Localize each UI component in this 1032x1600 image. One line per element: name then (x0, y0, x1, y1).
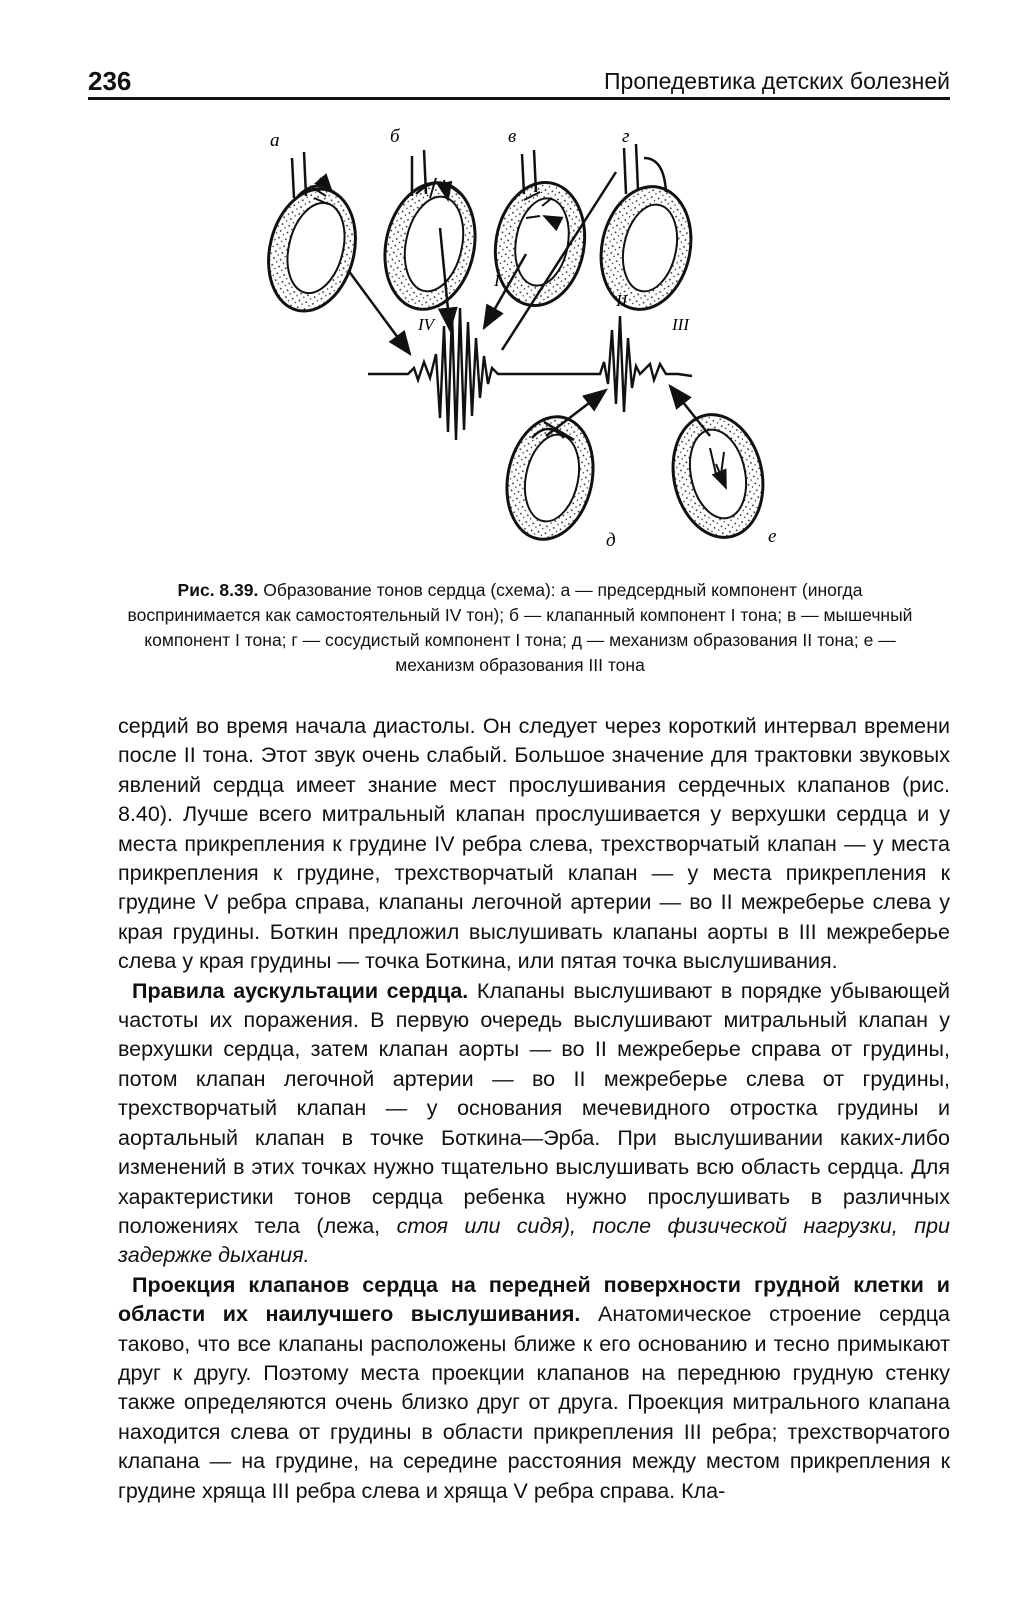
tone-label-iii: III (672, 315, 689, 334)
paragraph-2-text: Клапаны выслушивают в порядке убывающей частоты их поражения. В первую очередь выслушивают митральный клапан у верхушки сердца, затем клапан аорты — во II межреберье справа от грудины, потом клапан легочной артерии — во II межреберье слева от грудины, трехстворчатый клапан — у основания мечевидного отростка грудины и аортальный клапан в точке Боткина—Эрба. При выслушивании каких-либо изменений в этих точках нужно тщательно выслушивать всю область сердца. Для характеристики тонов сердца ребенка нужно прослушивать в различных положениях тела (лежа, (118, 978, 950, 1238)
label-v: в (508, 126, 517, 147)
label-e: е (768, 526, 777, 547)
heart-sounds-diagram (240, 118, 800, 568)
caption-lead: Рис. 8.39. (177, 580, 259, 600)
paragraph-1: сердий во время начала диастолы. Он следует через короткий интервал времени после II тона. Этот звук очень слабый. Большое значение для трактовки звуковых явлений сердца имеет знание мест прослушивания сердечных клапанов (рис. 8.40). Лучше всего митральный клапан прослушивается у верхушки сердца и у места прикрепления к грудине IV ребра слева, трехстворчатый клапан — у места прикрепления к грудине, трехстворчатый клапан — у места прикрепления к грудине V ребра справа, клапаны легочной артерии — во II межреберье слева у края грудины. Боткин предложил выслушивать клапаны аорты в III межреберье слева у края грудины — точка Боткина, или пятая точка выслушивания. (118, 714, 950, 974)
section-heading-valve-projection: Проекция клапанов сердца на передней поверхности грудной клетки и области их наилучшего выслушивания. (118, 1272, 950, 1327)
phonocardiogram-trace (368, 308, 692, 440)
figure-caption (120, 578, 920, 678)
heart-diagram-e (662, 406, 777, 547)
paragraph-3-text: Анатомическое строение сердца таково, что все клапаны расположены ближе к его основанию и тесно примыкают друг к другу. Поэтому места проекции клапанов на переднюю грудную стенку также определяются очень близко друг от друга. Проекция митрального клапана находится слева от грудины в области прикрепления III ребра; трехстворчатого клапана — на грудине, на середине расстояния между местом прикрепления к грудине хряща III ребра слева и хряща V ребра справа. Кла- (118, 1302, 950, 1503)
label-g: г (622, 126, 630, 147)
label-b: б (390, 126, 400, 147)
header-rule (88, 97, 950, 100)
running-title: Пропедевтика детских болезней (604, 68, 950, 94)
page-header (88, 62, 950, 98)
caption-text: Образование тонов сердца (схема): а — предсердный компонент (иногда воспринимается как самостоятельный IV тон); б — клапанный компонент I тона; в — мышечный компонент I тона; г — сосудистый компонент I тона; д — механизм образования II тона; е — механизм образования III тона (127, 580, 913, 675)
paragraph-2 (118, 977, 950, 1271)
body-text (118, 712, 950, 1506)
heart-diagram-a (256, 152, 368, 320)
heart-sounds-figure (240, 118, 800, 568)
label-a: а (270, 130, 280, 151)
label-d: д (606, 530, 616, 551)
tone-label-ii: II (616, 291, 628, 310)
tone-label-iv: IV (418, 315, 435, 334)
page-number: 236 (88, 66, 132, 96)
paragraph-3 (118, 1271, 950, 1506)
paragraph-2-italic: стоя или сидя), после физической нагрузки, при задержке дыхания. (118, 1213, 951, 1268)
heart-diagram-b (374, 150, 487, 318)
heart-diagram-d (496, 409, 604, 548)
section-heading-auscultation-rules: Правила аускультации сердца. (132, 978, 469, 1003)
heart-diagram-g (590, 144, 702, 318)
tone-label-i: I (494, 271, 500, 290)
